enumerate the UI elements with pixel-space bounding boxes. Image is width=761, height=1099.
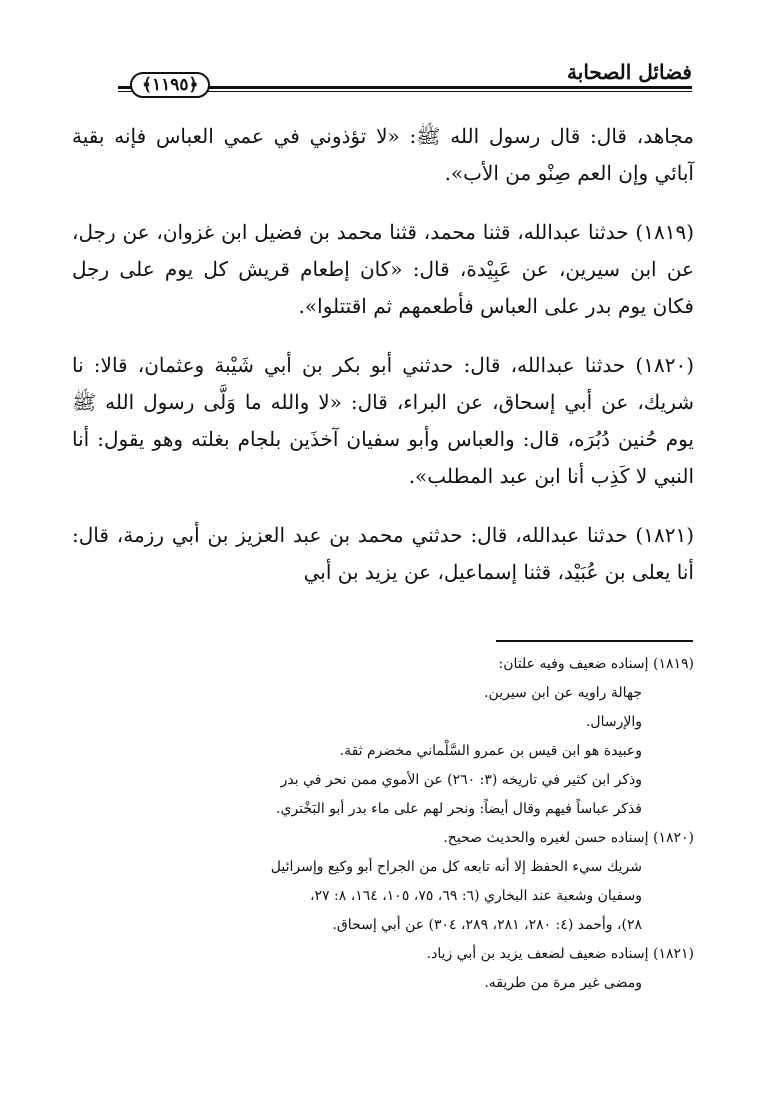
- footnote-line: شريك سيء الحفظ إلا أنه تابعه كل من الجراح أبو وكيع وإسرائيل: [270, 859, 642, 875]
- footnote-line: ٢٨)، وأحمد (٤: ٢٨٠، ٢٨١، ٢٨٩، ٣٠٤) عن أبي إسحاق.: [332, 917, 642, 933]
- main-text: [72, 118, 694, 591]
- footnote-line: وذكر ابن كثير في تاريخه (٣: ٢٦٠) عن الأموي ممن نحر في بدر: [280, 772, 642, 788]
- hadith-1819: (١٨١٩) حدثنا عبدالله، قثنا محمد، قثنا محمد بن فضيل ابن غزوان، عن رجل، عن ابن سيرين، عن عَبِيْدة، قال: «كان إطعام قريش كل يوم على رجل فكان يوم بدر على العباس فأطعمهم ثم اقتتلوا».: [72, 220, 694, 318]
- footnote-line: جهالة راويه عن ابن سيرين.: [484, 685, 642, 701]
- footnote-line: والإرسال.: [585, 714, 642, 730]
- footnotes: [72, 650, 694, 998]
- footnote-line: وعبيدة هو ابن قيس بن عمرو السَّلْماني مخضرم ثقة.: [339, 743, 642, 759]
- paragraph-continuation: مجاهد، قال: قال رسول الله ﷺ: «لا تؤذوني في عمي العباس فإنه بقية آبائي وإن العم صِنْو من الأب».: [72, 124, 694, 185]
- footnote-line: وسفيان وشعبة عند البخاري (٦: ٦٩، ٧٥، ١٠٥، ١٦٤، ٨: ٢٧،: [310, 888, 642, 904]
- hadith-1821: (١٨٢١) حدثنا عبدالله، قال: حدثني محمد بن عبد العزيز بن أبي رزمة، قال: أنا يعلى بن عُبَيْد، قثنا إسماعيل، عن يزيد بن أبي: [72, 523, 694, 584]
- footnote-line: ومضى غير مرة من طريقه.: [484, 975, 642, 991]
- running-title: فضائل الصحابة: [567, 60, 692, 84]
- footnote-1819-heading: (١٨١٩) إسناده ضعيف وفيه علتان:: [498, 656, 694, 672]
- footnote-separator: [496, 640, 693, 642]
- footnote-line: فذكر عباساً فيهم وقال أيضاً: ونحر لهم على ماء بدر أبو البَخْتري.: [276, 801, 642, 817]
- footnote-1820-heading: (١٨٢٠) إسناده حسن لغيره والحديث صحيح.: [443, 830, 694, 846]
- hadith-1820: (١٨٢٠) حدثنا عبدالله، قال: حدثني أبو بكر بن أبي شَيْبة وعثمان، قالا: نا شريك، عن أبي إسحاق، عن البراء، قال: «لا والله ما وَلَّى رسول الله ﷺ يوم حُنين دُبُرَه، قال: والعباس وأبو سفيان آخذَين بلجام بغلته وهو يقول: أنا النبي لا كَذِب أنا ابن عبد المطلب».: [72, 353, 694, 488]
- footnote-1821-heading: (١٨٢١) إسناده ضعيف لضعف يزيد بن أبي زياد.: [426, 946, 694, 962]
- page-number: ﴿١١٩٥﴾: [130, 72, 210, 98]
- running-header: [118, 58, 692, 102]
